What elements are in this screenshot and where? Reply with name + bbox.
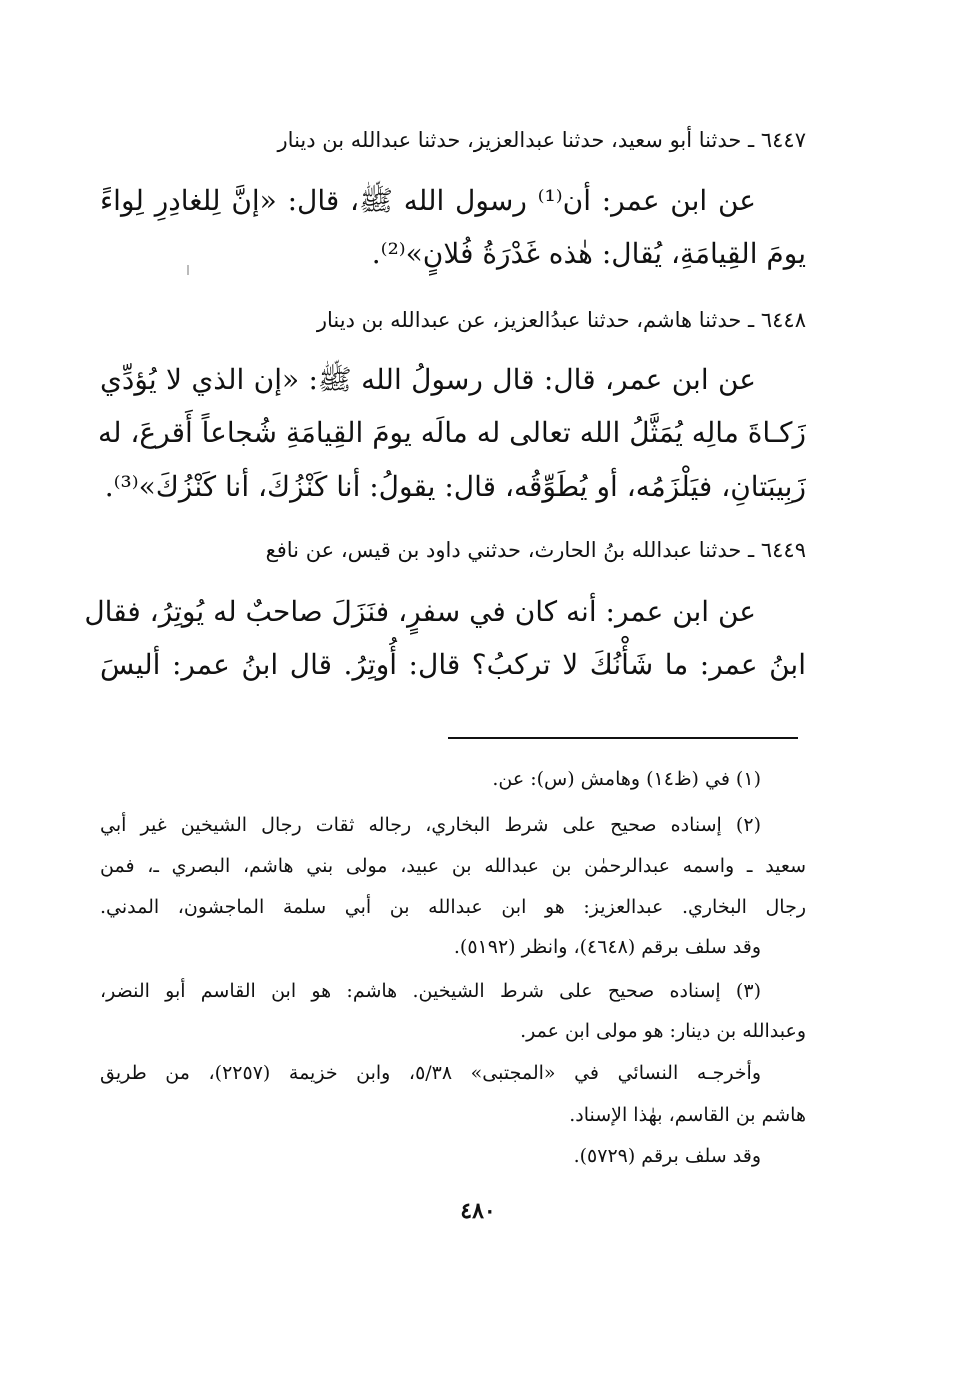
- hadith-6449-text-line-2: ابنُ عمر: ما شَأْنُكَ لا تركبُ؟ قال: أُوتِرُ. قال ابنُ عمر: أليسَ: [100, 648, 806, 681]
- footnote-separator: [448, 737, 798, 739]
- hadith-6449-chain: ٦٤٤٩ ـ حدثنا عبدالله بنُ الحارث، حدثني داود بن قيس، عن نافع: [265, 538, 806, 562]
- footnote-2-line-2: سعيد ـ واسمه عبدالرحمٰن بن عبدالله بن عبيد، مولى بني هاشم، البصري ـ، فمن: [100, 855, 806, 877]
- footnote-3-line-5: وقد سلف برقم (٥٧٢٩).: [573, 1145, 761, 1167]
- hadith-6448-text-line-1: عن ابن عمر، قال: قال رسولُ الله ﷺ: «إن الذي لا يُؤدِّي: [100, 363, 756, 396]
- hadith-6447-chain: ٦٤٤٧ ـ حدثنا أبو سعيد، حدثنا عبدالعزيز، حدثنا عبدالله بن دينار: [277, 128, 806, 152]
- hadith-6447-text-line-1: عن ابن عمر: أن⁽¹⁾ رسول الله ﷺ، قال: «إنَّ لِلغادِرِ لِواءً: [100, 184, 756, 217]
- footnote-2-line-1: (٢) إسناده صحيح على شرط البخاري، رجاله ثقات رجال الشيخين غير أبي: [100, 814, 761, 836]
- hadith-6447-text-line-2: يومَ القِيامَةِ، يُقال: هٰذه غَدْرَةُ فُلانٍ»⁽²⁾.: [371, 237, 806, 270]
- hadith-6448-text-line-3: زَبِيبَتانِ، فيَلْزَمُه، أو يُطَوِّقُه، قال: يقولُ: أنا كَنْزُكَ، أنا كَنْزُكَ»⁽³⁾.: [104, 470, 806, 503]
- footnote-3-line-1: (٣) إسناده صحيح على شرط الشيخين. هاشم: هو ابن القاسم أبو النضر،: [100, 980, 761, 1002]
- footnote-3-line-4: هاشم بن القاسم، بهٰذا الإسناد.: [569, 1104, 806, 1126]
- footnote-3-line-2: وعبدالله بن دينار: هو مولى ابن عمر.: [520, 1020, 806, 1042]
- footnote-2-line-4: وقد سلف برقم (٤٦٤٨)، وانظر (٥١٩٢).: [453, 936, 761, 958]
- hadith-6448-text-line-2: زَكـاةَ مالِه يُمَثَّلُ الله تعالى له مالَه يومَ القِيامَةِ شُجاعاً أَقرعَ، له: [97, 416, 806, 449]
- footnote-1: (١) في (ظ١٤) وهامش (س): عن.: [492, 768, 761, 790]
- scan-speck: [187, 265, 189, 275]
- page-number: ٤٨٠: [460, 1198, 496, 1224]
- footnote-2-line-3: رجال البخاري. عبدالعزيز: هو ابن عبدالله بن أبي سلمة الماجشون، المدني.: [100, 896, 806, 918]
- footnote-3-line-3: وأخرجـه النسائي في «المجتبى» ٥/٣٨، وابن خزيمة (٢٢٥٧)، من طريق: [100, 1062, 762, 1084]
- hadith-6449-text-line-1: عن ابن عمر: أنه كان في سفرٍ، فنَزَلَ صاحبٌ له يُوتِرُ، فقال: [84, 595, 756, 628]
- hadith-6448-chain: ٦٤٤٨ ـ حدثنا هاشم، حدثنا عبدُالعزيز، عن عبدالله بن دينار: [316, 308, 806, 332]
